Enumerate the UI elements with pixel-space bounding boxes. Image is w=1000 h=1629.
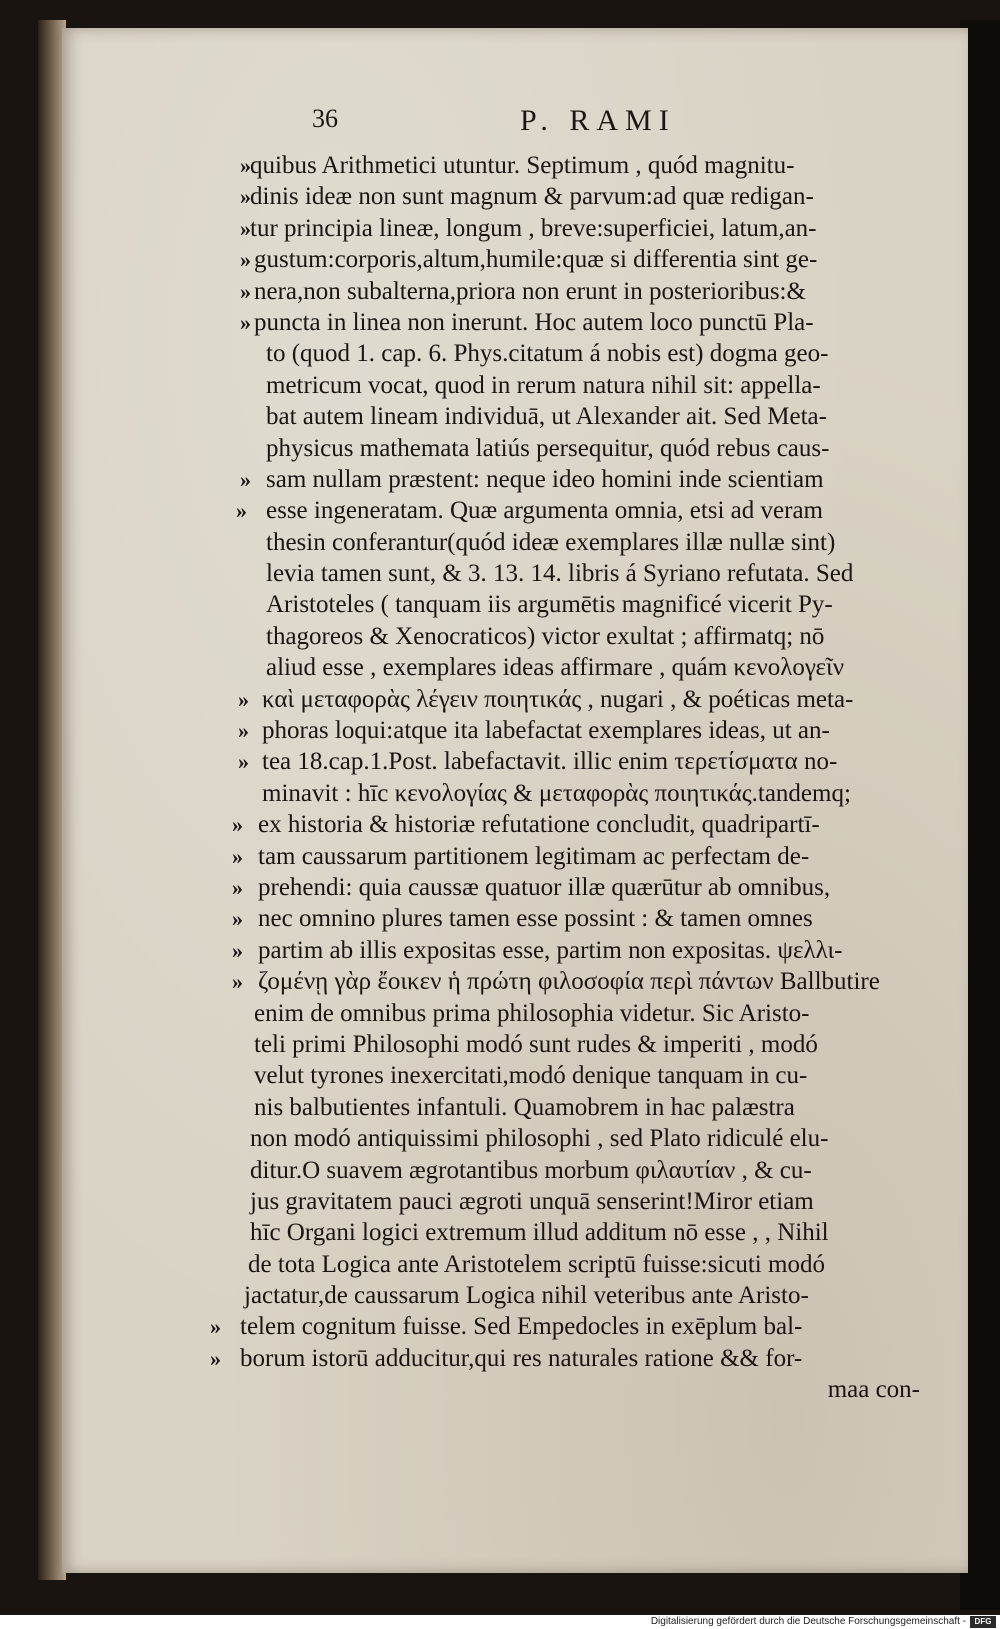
page-header (312, 104, 752, 144)
text-line (250, 1186, 930, 1217)
quotation-marker: » (232, 906, 243, 932)
line-text: to (quod 1. cap. 6. Phys.citatum á nobis est) dogma geo- (266, 340, 829, 368)
dfg-logo-icon: DFG (970, 1616, 996, 1628)
footer-bar (0, 1615, 1000, 1629)
text-line (250, 527, 930, 558)
text-line (250, 1123, 930, 1154)
quotation-marker: » (240, 278, 251, 304)
text-line (250, 401, 930, 432)
line-text: tur principia lineæ, longum , breve:superficiei, latum,an- (250, 214, 817, 242)
text-line (250, 652, 930, 683)
line-text: dinis ideæ non sunt magnum & parvum:ad quæ redigan- (250, 183, 814, 211)
text-line (250, 1029, 930, 1060)
line-text: καὶ μεταφορὰς λέγειν ποιητικάς , nugari , & poéticas meta- (262, 685, 854, 713)
text-line (240, 181, 930, 212)
text-line (210, 1311, 930, 1342)
line-text: nec omnino plures tamen esse possint : & tamen omnes (258, 905, 813, 933)
text-line (240, 464, 930, 495)
text-line (250, 338, 930, 369)
line-text: non modó antiquissimi philosophi , sed Plato ridiculé elu- (250, 1125, 829, 1153)
line-text: ditur.O suavem ægrotantibus morbum φιλαυτίαν , & cu- (250, 1156, 812, 1184)
line-text: hīc Organi logici extremum illud additum nō esse , , Nihil (250, 1219, 829, 1247)
text-line (238, 684, 930, 715)
line-text: jus gravitatem pauci ægroti unquā senserint!Miror etiam (250, 1187, 814, 1215)
line-text: phoras loqui:atque ita labefactat exemplares ideas, ut an- (262, 717, 830, 745)
text-line (250, 433, 930, 464)
line-text: Aristoteles ( tanquam iis argumētis magnificé vicerit Py- (266, 591, 833, 619)
line-text: partim ab illis expositas esse, partim non expositas. ψελλι- (258, 936, 843, 964)
text-line (244, 1280, 930, 1311)
text-line (232, 809, 930, 840)
quotation-marker: » (232, 812, 243, 838)
line-text: teli primi Philosophi modó sunt rudes & imperiti , modó (254, 1030, 818, 1058)
line-text: aliud esse , exemplares ideas affirmare , quám κενολογεῖν (266, 654, 845, 682)
text-line (232, 966, 930, 997)
line-text: minavit : hīc κενολογίας & μεταφορὰς ποιητικάς.tandemq; (262, 779, 851, 807)
line-text: thesin conferantur(quód ideæ exemplares illæ nullæ sint) (266, 528, 836, 556)
quotation-marker: » (240, 184, 251, 210)
catchword-line (250, 1374, 930, 1405)
text-line (250, 370, 930, 401)
quotation-marker: » (232, 937, 243, 963)
line-text: ex historia & historiæ refutatione concludit, quadripartī- (258, 811, 820, 839)
catchword: maa con- (827, 1376, 920, 1404)
line-text: borum istorū adducitur,qui res naturales ratione && for- (240, 1344, 803, 1372)
text-line (238, 746, 930, 777)
text-line (236, 495, 930, 526)
digitization-credit: Digitalisierung gefördert durch die Deutsche Forschungsgemeinschaft - (650, 1616, 966, 1627)
line-text: metricum vocat, quod in rerum natura nihil sit: appella- (266, 371, 821, 399)
line-text: telem cognitum fuisse. Sed Empedocles in exēplum bal- (240, 1313, 803, 1341)
quotation-marker: » (210, 1314, 221, 1340)
line-text: levia tamen sunt, & 3. 13. 14. libris á Syriano refutata. Sed (266, 560, 854, 588)
text-line (232, 872, 930, 903)
line-text: prehendi: quia caussæ quatuor illæ quærūtur ab omnibus, (258, 873, 831, 901)
quotation-marker: » (232, 874, 243, 900)
line-text: enim de omnibus prima philosophia videtur. Sic Aristo- (254, 999, 810, 1027)
text-line (250, 558, 930, 589)
line-text: de tota Logica ante Aristotelem scriptū fuisse:sicuti modó (248, 1250, 825, 1278)
line-text: esse ingeneratam. Quæ argumenta omnia, etsi ad veram (266, 497, 823, 525)
text-line (250, 1155, 930, 1186)
text-line (240, 276, 930, 307)
line-text: physicus mathemata latiús persequitur, quód rebus caus- (266, 434, 830, 462)
quotation-marker: » (232, 969, 243, 995)
line-text: gustum:corporis,altum,humile:quæ si differentia sint ge- (254, 246, 818, 274)
text-line (240, 213, 930, 244)
text-line (250, 1217, 930, 1248)
text-line (250, 778, 930, 809)
text-line (240, 307, 930, 338)
line-text: jactatur,de caussarum Logica nihil veteribus ante Aristo- (244, 1282, 809, 1310)
line-text: sam nullam præstent: neque ideo homini inde scientiam (266, 465, 824, 493)
line-text: tea 18.cap.1.Post. labefactavit. illic enim τερετίσματα no- (262, 748, 838, 776)
line-text: bat autem lineam individuā, ut Alexander ait. Sed Meta- (266, 403, 827, 431)
quotation-marker: » (240, 466, 251, 492)
text-line (250, 621, 930, 652)
line-text: puncta in linea non inerunt. Hoc autem loco punctū Pla- (254, 308, 814, 336)
text-line (238, 715, 930, 746)
text-line (250, 1249, 930, 1280)
text-line (232, 935, 930, 966)
line-text: velut tyrones inexercitati,modó denique tanquam in cu- (254, 1062, 808, 1090)
line-text: quibus Arithmetici utuntur. Septimum , quód magnitu- (250, 152, 795, 179)
quotation-marker: » (238, 718, 249, 744)
quotation-marker: » (236, 498, 247, 524)
quotation-marker: » (210, 1345, 221, 1371)
quotation-marker: » (232, 843, 243, 869)
line-text: ζομένῃ γὰρ ἔοικεν ἡ πρώτη φιλοσοφία περὶ πάντων Ballbutire (258, 968, 880, 996)
text-line (240, 150, 930, 181)
page-number: 36 (312, 104, 338, 133)
text-line (232, 903, 930, 934)
text-line (232, 841, 930, 872)
text-line (250, 1060, 930, 1091)
running-head: P. RAMI (520, 104, 676, 137)
line-text: nera,non subalterna,priora non erunt in posterioribus:& (254, 277, 806, 305)
text-line (250, 589, 930, 620)
text-line (250, 1092, 930, 1123)
line-text: thagoreos & Xenocraticos) victor exultat ; affirmatq; nō (266, 622, 825, 650)
quotation-marker: » (238, 686, 249, 712)
line-text: tam caussarum partitionem legitimam ac perfectam de- (258, 842, 810, 870)
quotation-marker: » (240, 247, 251, 273)
quotation-marker: » (238, 749, 249, 775)
line-text: nis balbutientes infantuli. Quamobrem in hac palæstra (254, 1093, 795, 1121)
body-text (210, 150, 930, 1406)
quotation-marker: » (240, 215, 251, 241)
quotation-marker: » (240, 153, 251, 178)
text-line (250, 998, 930, 1029)
text-line (240, 244, 930, 275)
text-line (210, 1343, 930, 1374)
quotation-marker: » (240, 309, 251, 335)
